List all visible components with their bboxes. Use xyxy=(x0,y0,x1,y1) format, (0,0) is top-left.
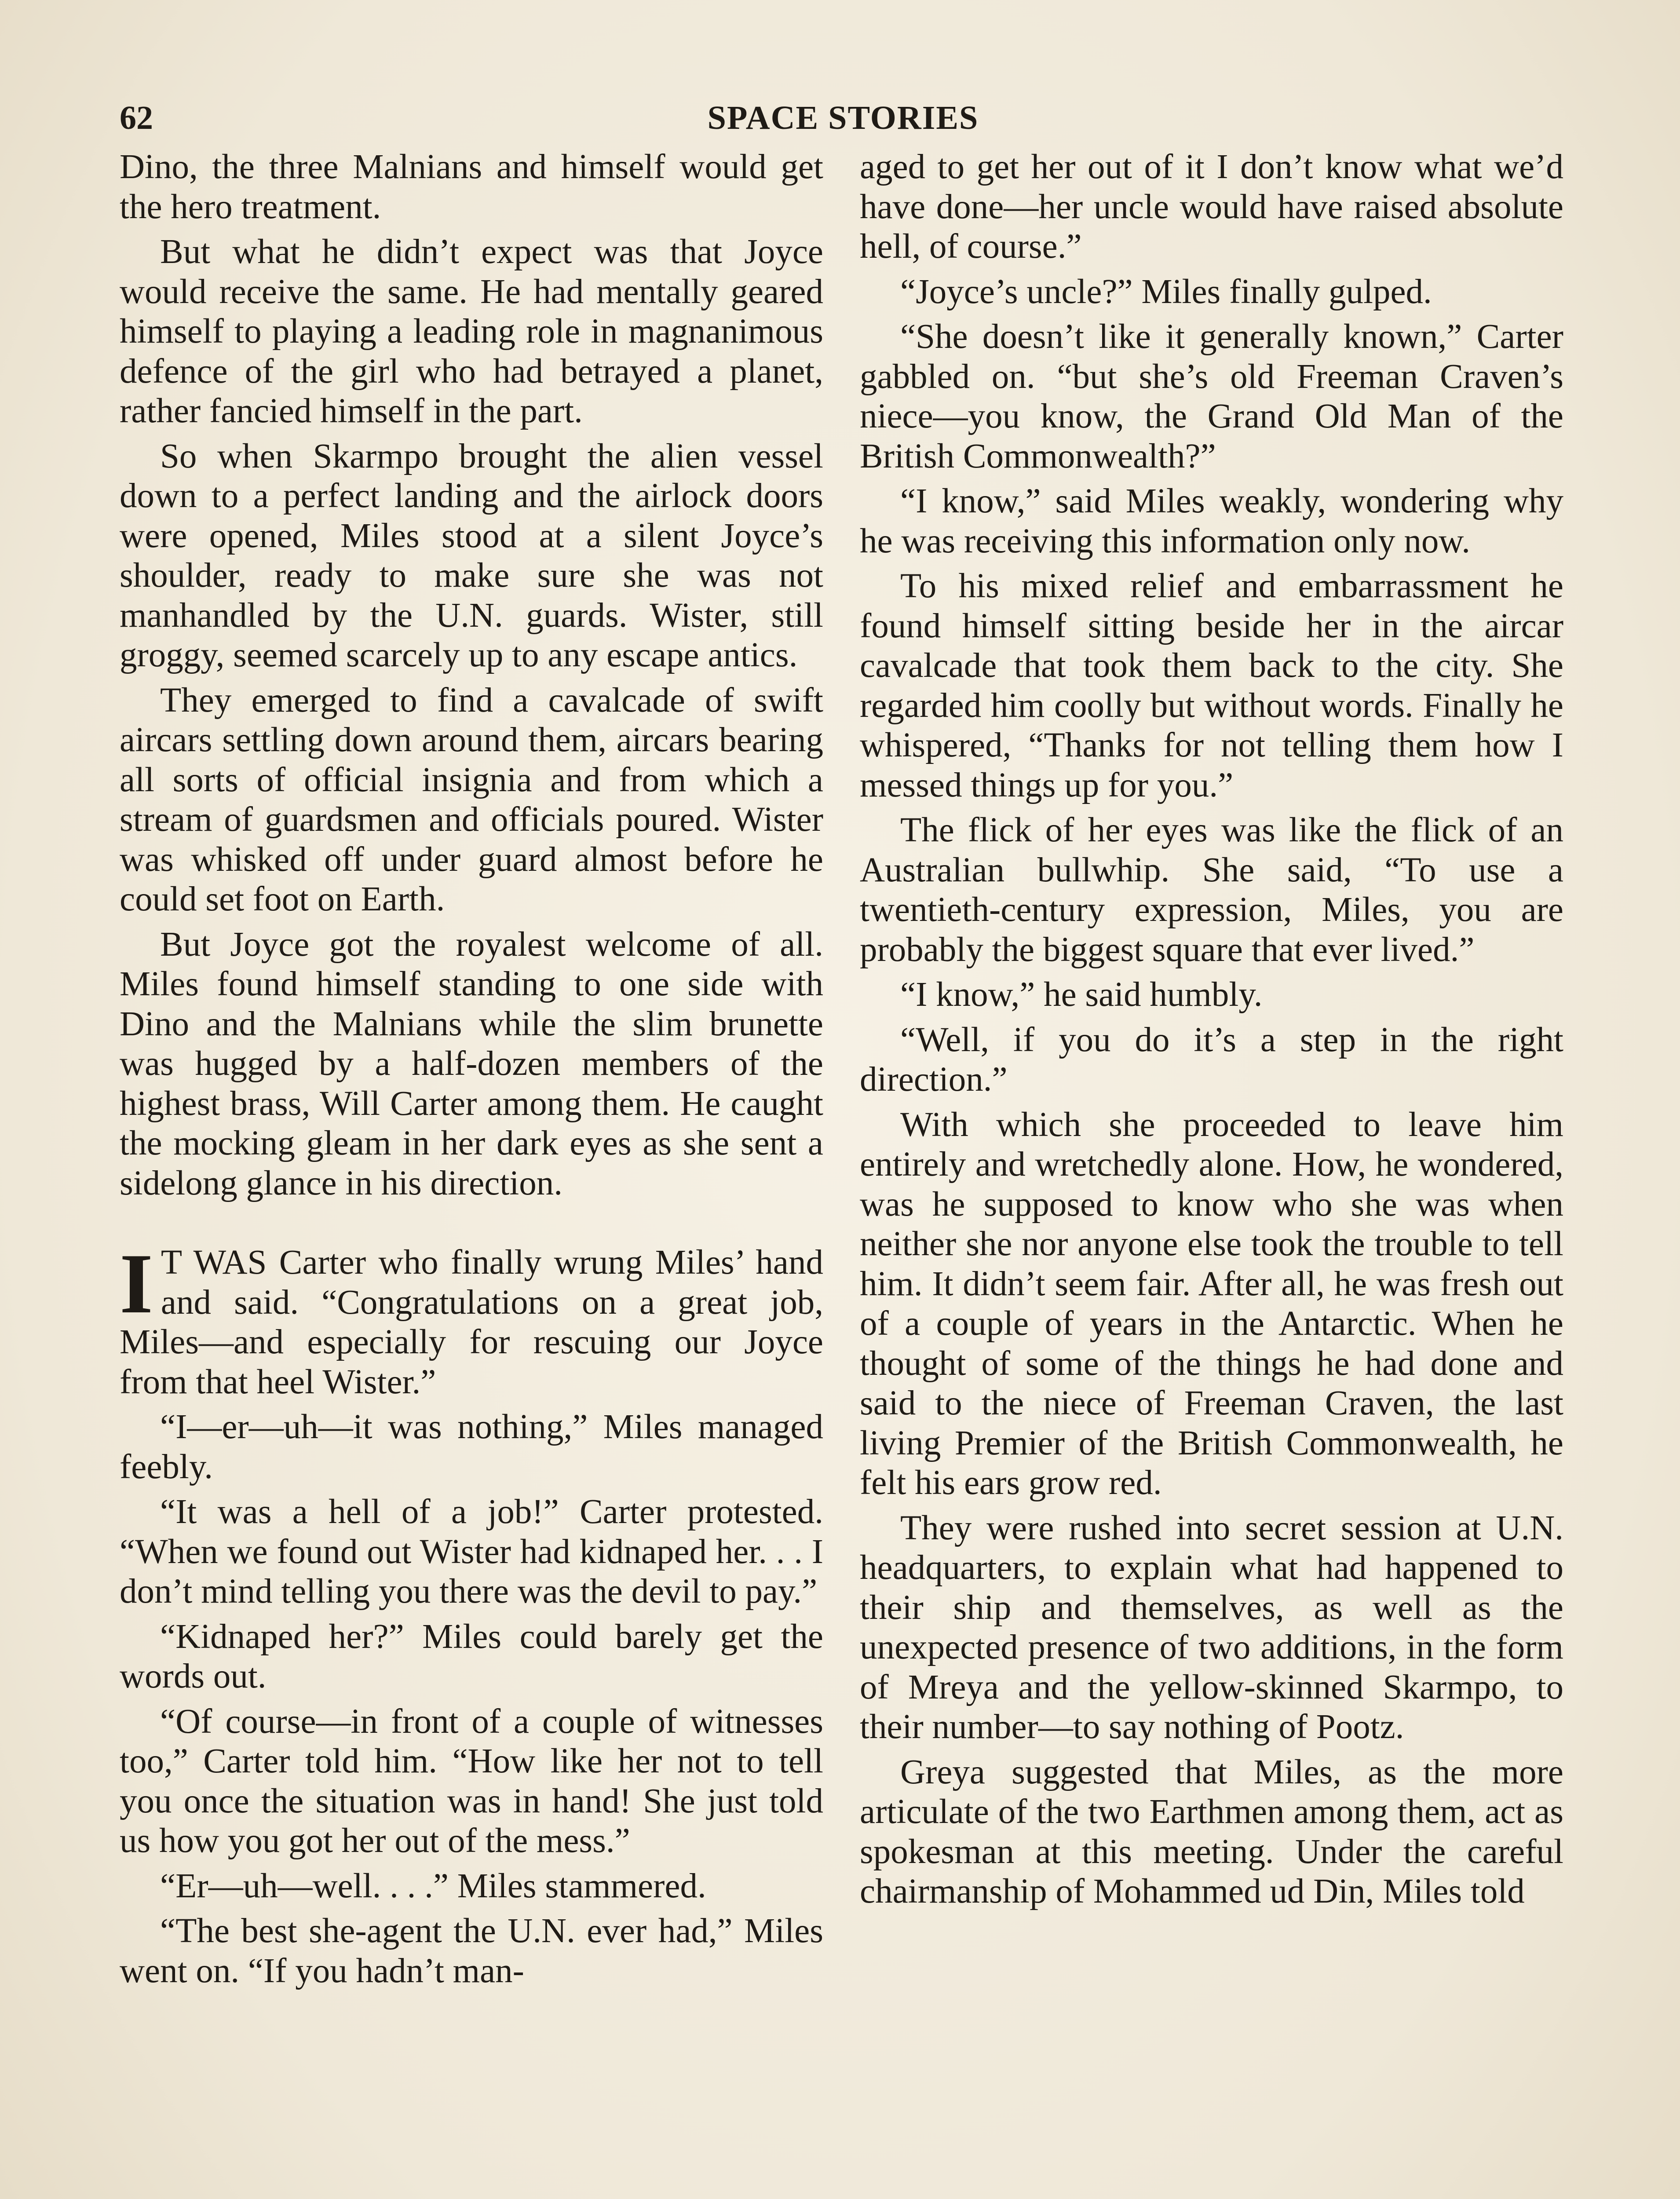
paragraph: “She doesn’t like it generally known,” Carter gabbled on. “but she’s old Freeman Craven’s niece—you know, the Grand Old Man of the British Commonwealth?” xyxy=(860,318,1563,475)
paragraph: “It was a hell of a job!” Carter protested. “When we found out Wister had kidnaped her. . . I don’t mind telling you there was the devil to pay.” xyxy=(120,1493,823,1611)
left-column xyxy=(120,147,823,1996)
page-header xyxy=(120,99,1567,147)
paragraph: “Joyce’s uncle?” Miles finally gulped. xyxy=(900,272,1432,311)
paragraph: “I know,” he said humbly. xyxy=(900,975,1263,1014)
paragraph: But Joyce got the royalest welcome of all. Miles found himself standing to one side with Dino and the Malnians while the slim brunette was hugged by a half-dozen members of the highest brass, Will Carter among them. He caught the mocking gleam in her dark eyes as she sent a sidelong glance in his direction. xyxy=(120,925,823,1202)
paragraph: To his mixed relief and embarrassment he found himself sitting beside her in the aircar cavalcade that took them back to the city. She regarded him coolly but without words. Finally he whispered, “Thanks for not telling them how I messed things up for you.” xyxy=(860,567,1563,804)
page-number: 62 xyxy=(120,99,153,136)
right-column xyxy=(860,147,1563,1917)
paragraph: So when Skarmpo brought the alien vessel down to a perfect landing and the airlock doors were opened, Miles stood at a silent Joyce’s shoulder, ready to make sure she was not manhandled by the U.N. guards. Wister, still groggy, seemed scarcely up to any escape antics. xyxy=(120,437,823,674)
drop-cap: I xyxy=(120,1236,153,1331)
paragraph: The flick of her eyes was like the flick of an Australian bullwhip. She said, “To use a twentieth-century expression, Miles, you are probably the biggest square that ever lived.” xyxy=(860,811,1563,969)
magazine-title: SPACE STORIES xyxy=(707,99,979,136)
paragraph: “Er—uh—well. . . .” Miles stammered. xyxy=(160,1867,706,1905)
paragraph: “Kidnaped her?” Miles could barely get the words out. xyxy=(120,1617,823,1695)
section-opening-paragraph xyxy=(120,1236,823,1402)
paragraph: With which she proceeded to leave him entirely and wretchedly alone. How, he wondered, was he supposed to know who she was when neither she nor anyone else took the trouble to tell him. It didn’t seem fair. After all, he was fresh out of a couple of years in the Antarctic. When he thought of some of the things he had done and said to the niece of Freeman Craven, the last living Premier of the British Commonwealth, he felt his ears grow red. xyxy=(860,1105,1563,1502)
paragraph: “I know,” said Miles weakly, wondering why he was receiving this information only now. xyxy=(860,482,1563,560)
paragraph: aged to get her out of it I don’t know what we’d have done—her uncle would have raised absolute hell, of course.” xyxy=(860,148,1563,266)
paragraph: “I—er—uh—it was nothing,” Miles managed feebly. xyxy=(120,1408,823,1486)
paragraph: “Well, if you do it’s a step in the right direction.” xyxy=(860,1020,1563,1099)
paragraph: “The best she-agent the U.N. ever had,” Miles went on. “If you hadn’t man- xyxy=(120,1912,823,1990)
paragraph: But what he didn’t expect was that Joyce would receive the same. He had mentally geared himself to playing a leading role in magnanimous defence of the girl who had betrayed a planet, rather fancied himself in the part. xyxy=(120,233,823,430)
paragraph: Greya suggested that Miles, as the more articulate of the two Earthmen among them, act as spokesman at this meeting. Under the careful chairmanship of Mohammed ud Din, Miles told xyxy=(860,1753,1563,1910)
paragraph: Dino, the three Malnians and himself would get the hero treatment. xyxy=(120,148,823,226)
paragraph: They were rushed into secret session at U.N. headquarters, to explain what had happened to their ship and themselves, as well as the unexpected presence of two additions, in the form of Mreya and the yellow-skinned Skarmpo, to their number—to say nothing of Pootz. xyxy=(860,1509,1563,1746)
paragraph: “Of course—in front of a couple of witnesses too,” Carter told him. “How like her not to tell you once the situation was in hand! She just told us how you got her out of the mess.” xyxy=(120,1702,823,1860)
paragraph: They emerged to find a cavalcade of swift aircars settling down around them, aircars bearing all sorts of official insignia and from which a stream of guardsmen and officials poured. Wister was whisked off under guard almost before he could set foot on Earth. xyxy=(120,681,823,918)
paragraph-text: T WAS Carter who finally wrung Miles’ hand and said. “Congratulations on a great job, Miles—and especially for rescuing our Joyce from that heel Wister.” xyxy=(120,1243,823,1401)
